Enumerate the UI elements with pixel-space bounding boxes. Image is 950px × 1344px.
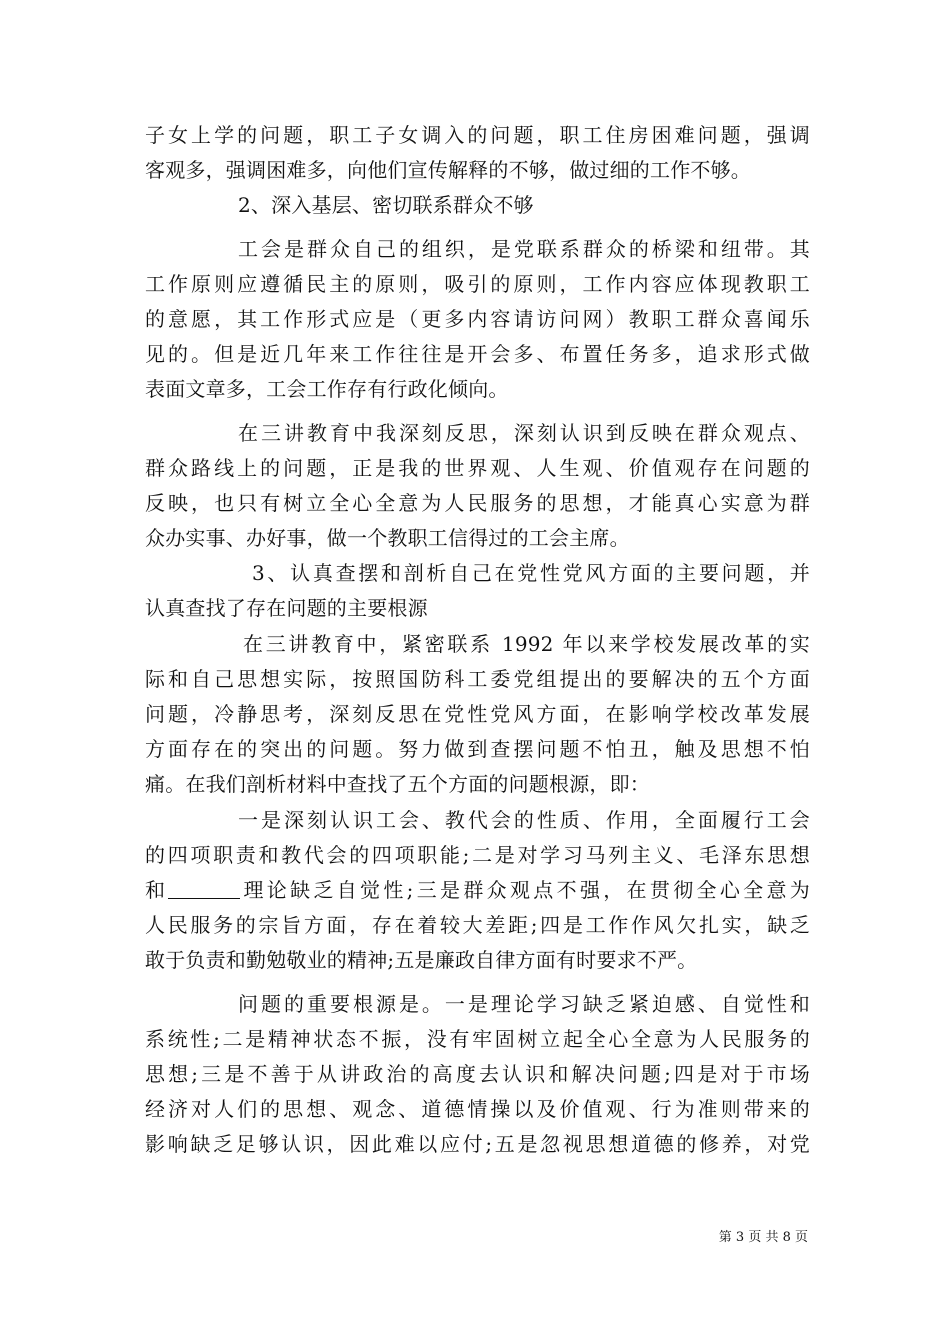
text-line: 反映，也只有树立全心全意为人民服务的思想，才能真心实意为群 <box>145 490 810 515</box>
text-line: 方面存在的突出的问题。努力做到查摆问题不怕丑，触及思想不怕 <box>145 737 810 762</box>
text-line: 的意愿，其工作形式应是（更多内容请访问网）教职工群众喜闻乐 <box>145 306 810 331</box>
text-line: 思想;三是不善于从讲政治的高度去认识和解决问题;四是对于市场 <box>145 1061 810 1086</box>
text-line: 的四项职责和教代会的四项职能;二是对学习马列主义、毛泽东思想 <box>145 842 810 867</box>
section-heading <box>145 556 810 626</box>
text-line: 2、深入基层、密切联系群众不够 <box>238 193 534 218</box>
paragraph <box>145 118 810 188</box>
text-line: 问题，冷静思考，深刻反思在党性党风方面，在影响学校改革发展 <box>145 702 810 726</box>
paragraph <box>145 627 810 803</box>
text-line: 在三讲教育中我深刻反思，深刻认识到反映在群众观点、 <box>238 420 810 445</box>
text-line: 3、认真查摆和剖析自己在党性党风方面的主要问题，并 <box>252 561 810 586</box>
text-line: 表面文章多，工会工作存有行政化倾向。 <box>145 377 509 402</box>
paragraph <box>145 803 810 979</box>
text-line: 群众路线上的问题，正是我的世界观、人生观、价值观存在问题的 <box>145 455 810 480</box>
text-line: 认真查找了存在问题的主要根源 <box>145 596 428 621</box>
text-line: 敢于负责和勤勉敬业的精神;五是廉政自律方面有时要求不严。 <box>145 948 698 973</box>
text-line: 影响缺乏足够认识，因此难以应付;五是忽视思想道德的修养，对党 <box>145 1132 810 1157</box>
fill-in-blank <box>168 878 240 899</box>
document-body <box>145 118 810 1162</box>
paragraph <box>145 987 810 1163</box>
text-line: 际和自己思想实际，按照国防科工委党组提出的要解决的五个方面 <box>145 666 810 691</box>
text-line: 问题的重要根源是。一是理论学习缺乏紧迫感、自觉性和 <box>238 991 810 1016</box>
text-line: 工作原则应遵循民主的原则，吸引的原则，工作内容应体现教职工 <box>145 271 810 296</box>
text-line: 众办实事、办好事，做一个教职工信得过的工会主席。 <box>145 526 630 551</box>
text-line: 一是深刻认识工会、教代会的性质、作用，全面履行工会 <box>238 807 810 832</box>
text-line: 系统性;二是精神状态不振，没有牢固树立起全心全意为人民服务的 <box>145 1026 810 1051</box>
text-fragment: 理论缺乏自觉性;三是群众观点不强，在贯彻全心全意为 <box>240 877 810 902</box>
section-heading <box>145 188 810 223</box>
text-fragment: 和 <box>145 877 169 902</box>
paragraph <box>145 232 810 408</box>
text-line: 子女上学的问题，职工子女调入的问题，职工住房困难问题，强调 <box>145 123 810 147</box>
text-line: 客观多，强调困难多，向他们宣传解释的不够，做过细的工作不够。 <box>145 158 751 183</box>
text-line: 人民服务的宗旨方面，存在着较大差距;四是工作作风欠扎实，缺乏 <box>145 913 810 938</box>
text-line: 经济对人们的思想、观念、道德情操以及价值观、行为准则带来的 <box>145 1097 810 1122</box>
paragraph <box>145 416 810 557</box>
page-number: 第 3 页 共 8 页 <box>718 1230 808 1245</box>
text-line: 见的。但是近几年来工作往往是开会多、布置任务多，追求形式做 <box>145 342 810 367</box>
text-line: 痛。在我们剖析材料中查找了五个方面的问题根源，即： <box>145 772 650 797</box>
text-line: 在三讲教育中，紧密联系 1992 年以来学校发展改革的实 <box>243 631 810 656</box>
text-line: 工会是群众自己的组织，是党联系群众的桥梁和纽带。其 <box>238 236 810 261</box>
text-line-with-blank <box>145 873 810 908</box>
